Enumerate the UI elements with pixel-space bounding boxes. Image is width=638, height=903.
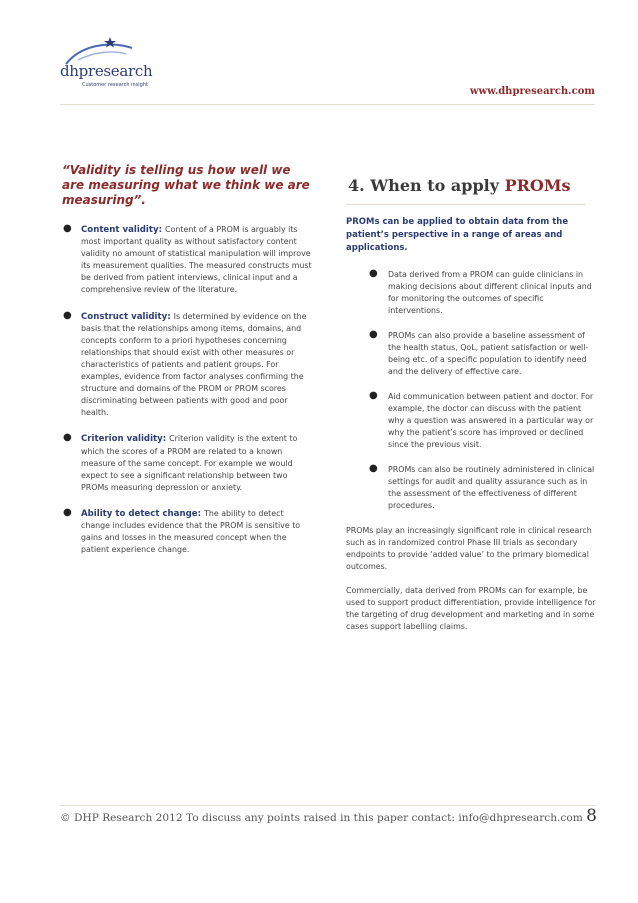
list-item: [62, 508, 312, 556]
clinical-research-paragraph: PROMs play an increasingly significant role in clinical research such as in randomized control Phase III trials as secondary endpoints to provide ‘added value’ to the primary biomedical outcomes.: [346, 526, 592, 571]
logo-name: dhpresearch: [60, 62, 153, 80]
list-text: PROMs can also be routinely administered in clinical settings for audit and quality assurance such as in the assessment of the effectiveness of different procedures.: [388, 465, 595, 510]
header-divider: [60, 104, 595, 105]
bullet-icon: ●: [63, 506, 72, 518]
list-item: [62, 224, 312, 297]
list-item: [346, 391, 598, 451]
list-item: [346, 464, 598, 512]
list-text: The ability to detect change includes evidence that the PROM is sensitive to gains and losses in the measured concept when the patient experience change.: [81, 508, 301, 555]
list-text: Data derived from a PROM can guide clinicians in making decisions about different clinical inputs and for monitoring the outcomes of specific interventions.: [388, 270, 592, 315]
bullet-icon: ●: [369, 463, 378, 474]
bullet-icon: ●: [63, 432, 72, 444]
page-number: 8: [586, 806, 597, 826]
list-text: Aid communication between patient and doctor. For example, the doctor can discuss with the patient why a question was answered in a particular way or why the patient’s score has improved or declined since the previous visit.: [388, 392, 594, 449]
commercial-paragraph: Commercially, data derived from PROMs can for example, be used to support product differentiation, provide intelligence for the targeting of drug development and marketing and in some cases support labelling claims.: [346, 586, 596, 631]
left-column: [62, 163, 312, 570]
list-item: [346, 269, 598, 317]
list-text: PROMs can also provide a baseline assessment of the health status, QoL, patient satisfaction or well-being etc. of a specific population to identify need and the delivery of effective care.: [388, 331, 589, 376]
list-item: [346, 330, 598, 378]
list-item: [62, 433, 312, 493]
list-term: Construct validity:: [81, 311, 171, 322]
section-title-accent: PROMs: [504, 176, 571, 195]
list-text: Content of a PROM is arguably its most important quality as without satisfactory content validity no amount of statistical manipulation will improve its measurement qualities. The measured constructs must be derived from patient interviews, clinical input and a comprehensive review of the literature.: [81, 225, 312, 295]
section-divider: [346, 204, 586, 205]
bullet-icon: ●: [369, 390, 378, 401]
website-link[interactable]: www.dhpresearch.com: [469, 86, 595, 97]
logo: [60, 34, 170, 96]
list-text: Is determined by evidence on the basis that the relationships among items, domains, and concepts conform to a priori hypotheses concerning relationships that should exist with other measures or characteristics of patients and patient groups. For examples, evidence from factor analyses confirming the structure and domains of the PROM or PROM scores discriminating between patients with good and poor health.: [81, 311, 307, 418]
bullet-icon: ●: [369, 329, 378, 340]
section-title: [348, 176, 598, 195]
list-text: Criterion validity is the extent to which the scores of a PROM are related to a known measure of the same concept. For example we would expect to see a significant relationship between two PROMs measuring depression or anxiety.: [81, 434, 298, 492]
list-term: Criterion validity:: [81, 434, 167, 445]
bullet-icon: ●: [63, 309, 72, 321]
application-list: [346, 269, 598, 512]
list-item: [62, 311, 312, 420]
logo-tagline: Customer research insight: [82, 82, 148, 88]
validity-list: [62, 224, 312, 556]
footer-text: © DHP Research 2012 To discuss any points raised in this paper contact: info@dhpresearch.com: [60, 812, 583, 824]
right-column: [346, 176, 598, 645]
list-term: Content validity:: [81, 225, 163, 235]
section-intro: PROMs can be applied to obtain data from the patient’s perspective in a range of areas and applications.: [346, 217, 569, 253]
section-title-text: 4. When to apply: [348, 176, 505, 195]
validity-quote: “Validity is telling us how well we are measuring what we think we are measuring”.: [62, 163, 310, 207]
bullet-icon: ●: [63, 223, 72, 234]
footer-divider: [60, 805, 595, 806]
list-term: Ability to detect change:: [81, 508, 202, 519]
bullet-icon: ●: [369, 268, 378, 279]
